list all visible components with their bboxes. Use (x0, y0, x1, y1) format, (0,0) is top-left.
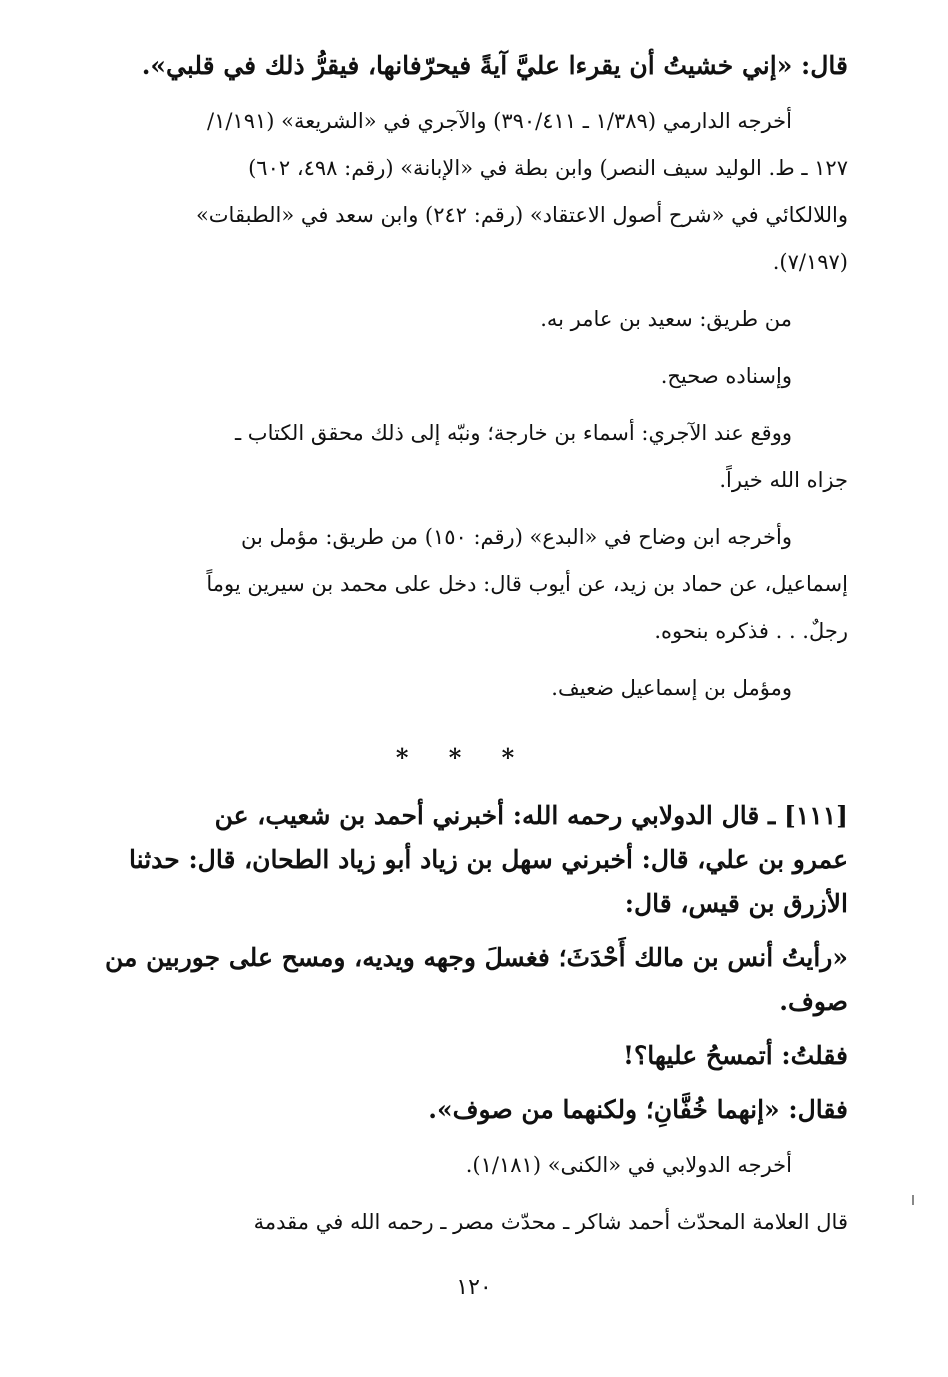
takhrij-line: ١٢٧ ـ ط. الوليد سيف النصر) وابن بطة في «الإبانة» (رقم: ٤٩٨، ٦٠٢) (248, 156, 848, 180)
section-separator: * * * (395, 743, 531, 772)
takhrij-block-2 (78, 514, 848, 655)
isnad-line: وإسناده صحيح. (660, 364, 792, 388)
spacer (78, 655, 848, 665)
takhrij-line: رجلٌ. . . فذكره بنحوه. (654, 619, 848, 643)
spacer (78, 1132, 848, 1142)
hadith-line: عمرو بن علي، قال: أخبرني سهل بن زياد أبو زياد الطحان، قال: حدثنا (129, 845, 848, 874)
spacer (78, 1189, 848, 1199)
spacer (78, 1078, 848, 1088)
muammal-line: ومؤمل بن إسماعيل ضعيف. (551, 676, 792, 700)
spacer (78, 88, 848, 98)
takhrij-block-1 (78, 98, 848, 286)
takhrij-line-3: أخرجه الدولابي في «الكنى» (١/١٨١). (465, 1153, 792, 1177)
page-number: ١٢٠ (456, 1275, 492, 1300)
takhrij-line: (٧/١٩٧). (772, 250, 848, 274)
spacer (78, 400, 848, 410)
spacer (78, 1024, 848, 1034)
hadith-111-block (78, 794, 848, 926)
takhrij-line: إسماعيل، عن حماد بن زيد، عن أيوب قال: دخل على محمد بن سيرين يوماً (206, 572, 848, 596)
scan-mark (912, 1195, 914, 1205)
tariq-line: من طريق: سعيد بن عامر به. (540, 307, 792, 331)
quote-top-line: قال: «إني خشيتُ أن يقرءا عليَّ آيةً فيحرّفانها، فيقرُّ ذلك في قلبي». (141, 51, 848, 80)
waqaa-block (78, 410, 848, 504)
matn-line: صوف. (779, 987, 848, 1016)
takhrij-line: وأخرجه ابن وضاح في «البدع» (رقم: ١٥٠) من طريق: مؤمل بن (240, 525, 792, 549)
hadith-line: [١١١] ـ قال الدولابي رحمه الله: أخبرني أحمد بن شعيب، عن (214, 801, 848, 830)
takhrij-line: واللالكائي في «شرح أصول الاعتقاد» (رقم: ٢٤٢) وابن سعد في «الطبقات» (195, 203, 848, 227)
spacer (78, 504, 848, 514)
question-line: فقلتُ: أتمسحُ عليها؟! (623, 1041, 848, 1070)
hadith-line: الأزرق بن قيس، قال: (624, 889, 848, 918)
spacer (78, 926, 848, 936)
waqaa-line: ووقع عند الآجري: أسماء بن خارجة؛ ونبّه إلى ذلك محقق الكتاب ـ (234, 421, 792, 445)
waqaa-line: جزاه الله خيراً. (719, 468, 848, 492)
book-page (78, 44, 848, 1246)
spacer (78, 286, 848, 296)
last-line: قال العلامة المحدّث أحمد شاكر ـ محدّث مصر ـ رحمه الله في مقدمة (253, 1210, 848, 1234)
matn-line: «رأيتُ أنس بن مالك أَحْدَثَ؛ فغسلَ وجهه ويديه، ومسح على جوربين من (105, 943, 848, 972)
answer-line: فقال: «إنهما خُفَّانِ؛ ولكنهما من صوف». (428, 1095, 848, 1124)
takhrij-line: أخرجه الدارمي (١/٣٨٩ ـ ٣٩٠/٤١١) والآجري في «الشريعة» (١/١٩١/ (206, 109, 792, 133)
matn-block (78, 936, 848, 1024)
quote-top (78, 44, 848, 88)
spacer (78, 343, 848, 353)
